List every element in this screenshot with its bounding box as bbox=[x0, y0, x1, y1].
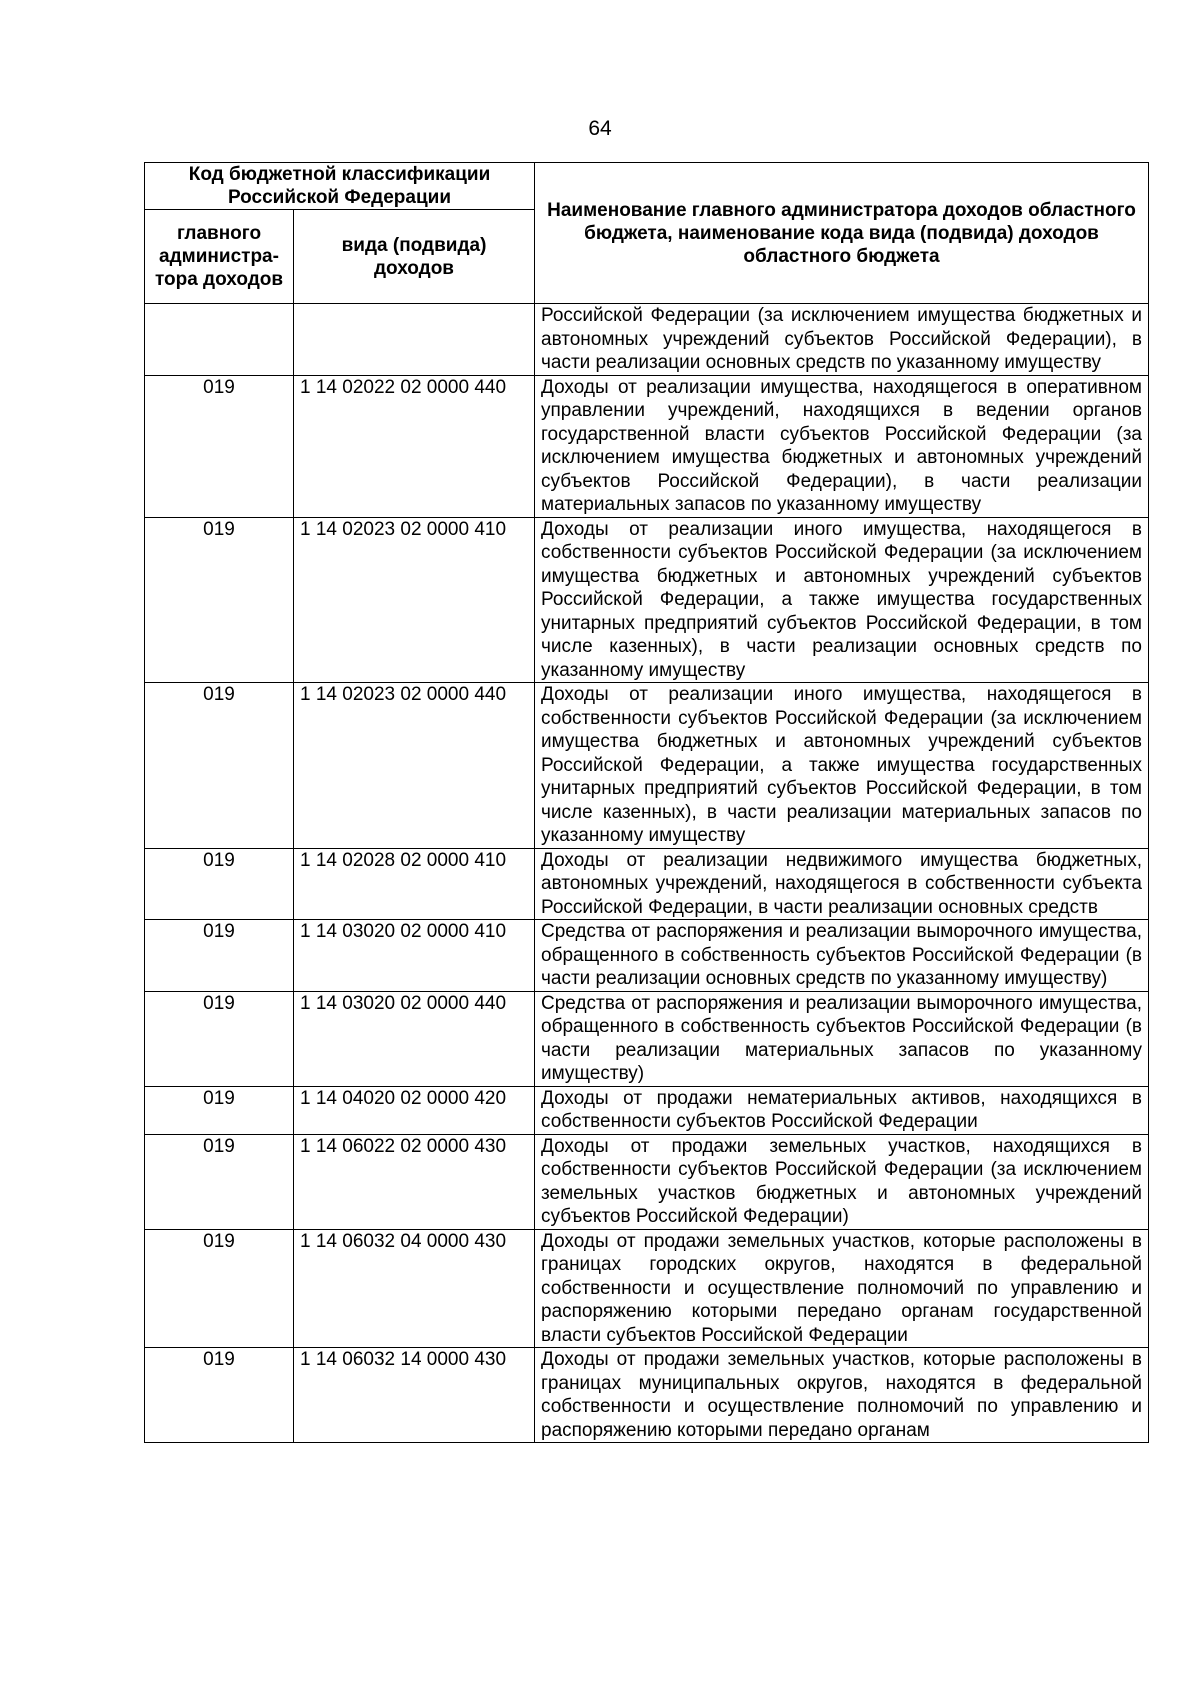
admin-code-cell: 019 bbox=[145, 1229, 294, 1348]
revenue-name-cell: Доходы от продажи нематериальных активов, находящихся в собственности субъектов Российской Федерации bbox=[535, 1086, 1149, 1134]
table-header bbox=[145, 163, 1149, 304]
header-name-column: Наименование главного администратора доходов областного бюджета, наименование кода вида (подвида) доходов областного бюджета bbox=[535, 163, 1149, 304]
table-row bbox=[145, 848, 1149, 920]
table-row bbox=[145, 375, 1149, 517]
revenue-code-cell: 1 14 02022 02 0000 440 bbox=[294, 375, 535, 517]
admin-code-cell: 019 bbox=[145, 1134, 294, 1229]
table-body bbox=[145, 304, 1149, 1443]
revenue-name-cell: Средства от распоряжения и реализации выморочного имущества, обращенного в собственность субъектов Российской Федерации (в части реализации материальных запасов по указанному имуществу) bbox=[535, 991, 1149, 1086]
revenue-name-cell: Доходы от реализации имущества, находящегося в оперативном управлении учреждений, находящихся в ведении органов государственной власти субъектов Российской Федерации (за исключением имущества бюджетных и автономных учреждений субъектов Российской Федерации), в части реализации материальных запасов по указанному имуществу bbox=[535, 375, 1149, 517]
budget-classification-table bbox=[144, 162, 1149, 1443]
revenue-name-cell: Доходы от продажи земельных участков, которые расположены в границах городских округов, находятся в федеральной собственности и осуществление полномочий по управлению и распоряжению которыми передано органам государственной власти субъектов Российской Федерации bbox=[535, 1229, 1149, 1348]
admin-code-cell: 019 bbox=[145, 920, 294, 992]
revenue-code-cell: 1 14 06022 02 0000 430 bbox=[294, 1134, 535, 1229]
admin-code-cell: 019 bbox=[145, 1348, 294, 1443]
revenue-name-cell: Доходы от продажи земельных участков, которые расположены в границах муниципальных округов, находятся в федеральной собственности и осуществление полномочий по управлению и распоряжению которыми передано органам bbox=[535, 1348, 1149, 1443]
revenue-code-cell: 1 14 06032 04 0000 430 bbox=[294, 1229, 535, 1348]
table-row bbox=[145, 304, 1149, 376]
header-code-group: Код бюджетной классификации Российской Федерации bbox=[145, 163, 535, 210]
admin-code-cell: 019 bbox=[145, 375, 294, 517]
header-admin-column: главного администра-тора доходов bbox=[145, 210, 294, 304]
revenue-name-cell: Средства от распоряжения и реализации выморочного имущества, обращенного в собственность субъектов Российской Федерации (в части реализации основных средств по указанному имуществу) bbox=[535, 920, 1149, 992]
revenue-code-cell: 1 14 02023 02 0000 440 bbox=[294, 683, 535, 849]
revenue-code-cell: 1 14 06032 14 0000 430 bbox=[294, 1348, 535, 1443]
revenue-code-cell: 1 14 02028 02 0000 410 bbox=[294, 848, 535, 920]
header-code-column: вида (подвида) доходов bbox=[294, 210, 535, 304]
revenue-code-cell: 1 14 03020 02 0000 410 bbox=[294, 920, 535, 992]
table-row bbox=[145, 517, 1149, 683]
revenue-name-cell: Доходы от реализации недвижимого имущества бюджетных, автономных учреждений, находящегося в собственности субъекта Российской Федерации, в части реализации основных средств bbox=[535, 848, 1149, 920]
admin-code-cell: 019 bbox=[145, 848, 294, 920]
table-row bbox=[145, 683, 1149, 849]
revenue-name-cell: Российской Федерации (за исключением имущества бюджетных и автономных учреждений субъектов Российской Федерации), в части реализации основных средств по указанному имуществу bbox=[535, 304, 1149, 376]
table-row bbox=[145, 1134, 1149, 1229]
table-row bbox=[145, 920, 1149, 992]
admin-code-cell: 019 bbox=[145, 683, 294, 849]
revenue-code-cell: 1 14 04020 02 0000 420 bbox=[294, 1086, 535, 1134]
admin-code-cell: 019 bbox=[145, 991, 294, 1086]
revenue-code-cell bbox=[294, 304, 535, 376]
revenue-name-cell: Доходы от реализации иного имущества, находящегося в собственности субъектов Российской Федерации (за исключением имущества бюджетных и автономных учреждений субъектов Российской Федерации, а также имущества государственных унитарных предприятий субъектов Российской Федерации, в том числе казенных), в части реализации материальных запасов по указанному имуществу bbox=[535, 683, 1149, 849]
admin-code-cell bbox=[145, 304, 294, 376]
page-number: 64 bbox=[588, 117, 612, 140]
header-row-group bbox=[145, 163, 1149, 210]
table-row bbox=[145, 1086, 1149, 1134]
table-row bbox=[145, 1348, 1149, 1443]
admin-code-cell: 019 bbox=[145, 517, 294, 683]
revenue-name-cell: Доходы от реализации иного имущества, находящегося в собственности субъектов Российской Федерации (за исключением имущества бюджетных и автономных учреждений субъектов Российской Федерации, а также имущества государственных унитарных предприятий субъектов Российской Федерации, в том числе казенных), в части реализации основных средств по указанному имуществу bbox=[535, 517, 1149, 683]
table-row bbox=[145, 991, 1149, 1086]
revenue-code-cell: 1 14 03020 02 0000 440 bbox=[294, 991, 535, 1086]
table-row bbox=[145, 1229, 1149, 1348]
admin-code-cell: 019 bbox=[145, 1086, 294, 1134]
revenue-name-cell: Доходы от продажи земельных участков, находящихся в собственности субъектов Российской Федерации (за исключением земельных участков бюджетных и автономных учреждений субъектов Российской Федерации) bbox=[535, 1134, 1149, 1229]
revenue-code-cell: 1 14 02023 02 0000 410 bbox=[294, 517, 535, 683]
